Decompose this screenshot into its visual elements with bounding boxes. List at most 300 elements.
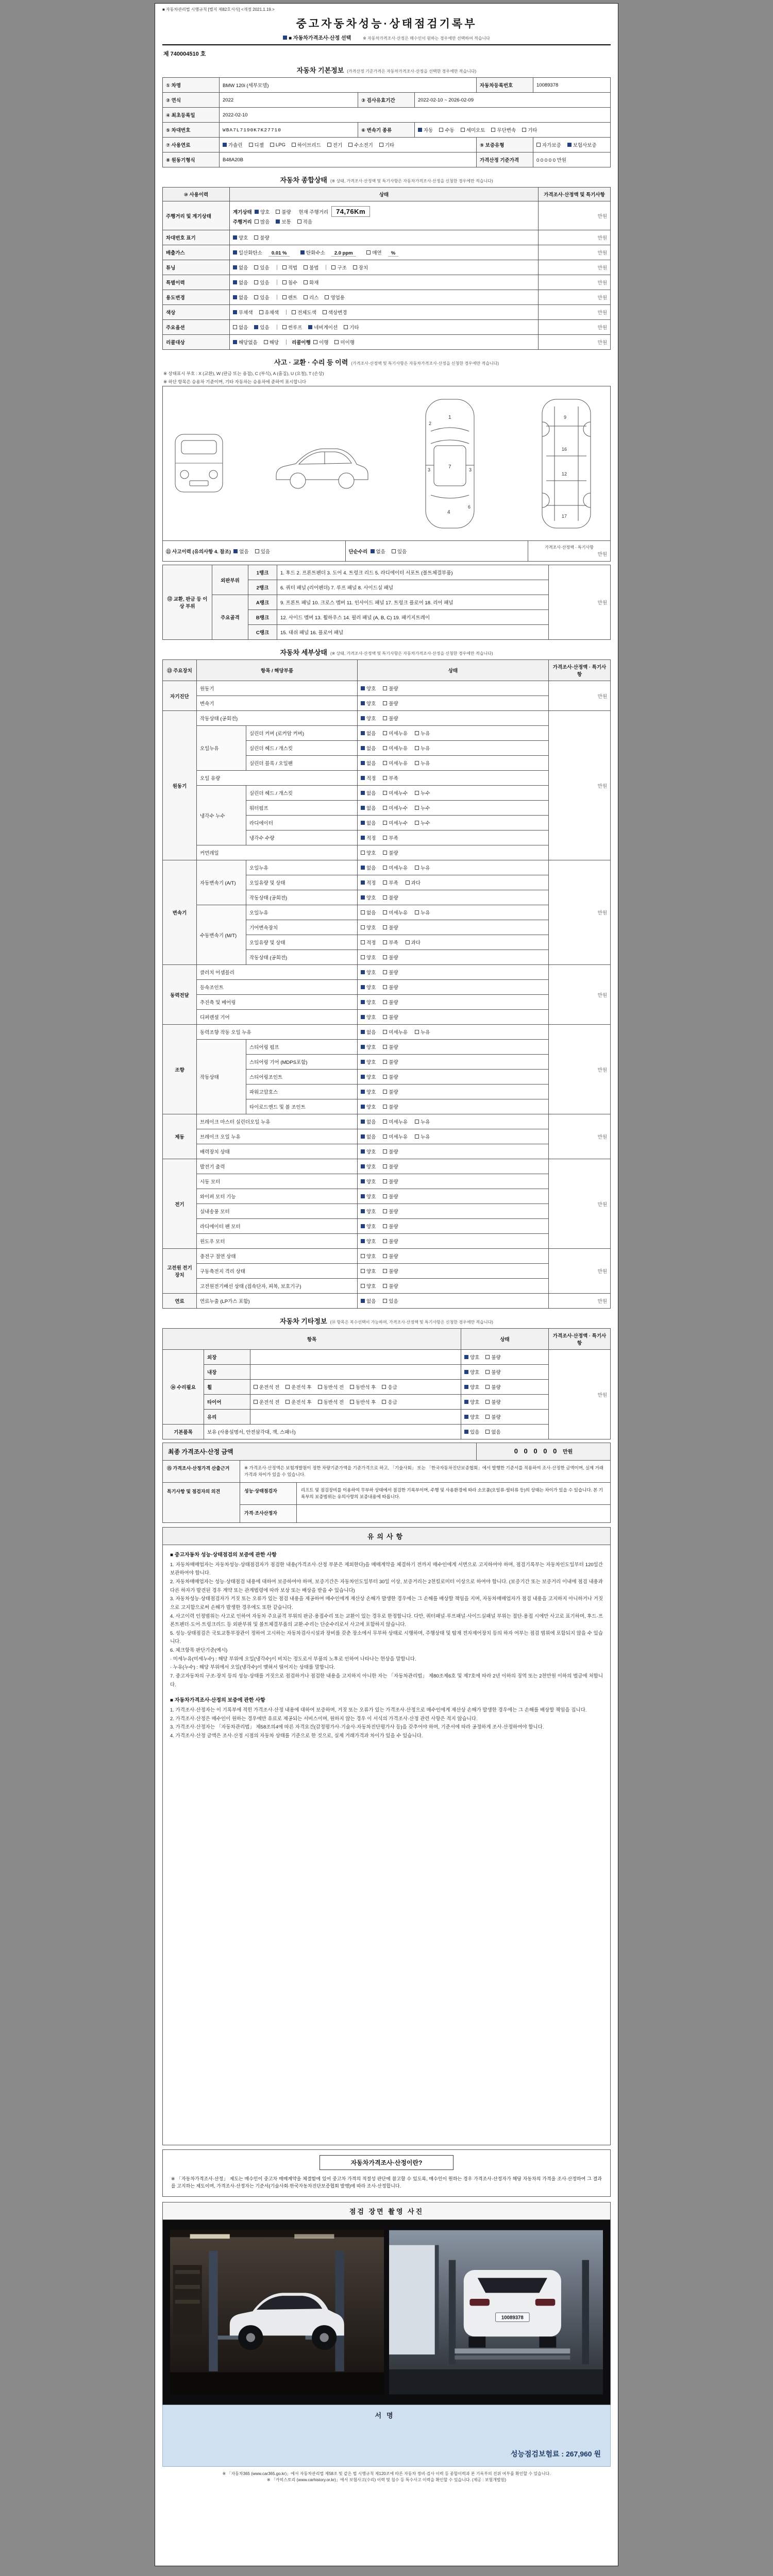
checkbox-option[interactable]: 수동: [439, 126, 454, 133]
checkbox-option[interactable]: 없음: [233, 279, 248, 286]
checkbox-icon: [406, 940, 410, 944]
price-cell: 만원: [549, 1294, 611, 1309]
checkbox-icon: [383, 1105, 387, 1109]
checkbox-option[interactable]: 누유: [415, 864, 430, 871]
checkbox-icon: [292, 310, 296, 314]
checkbox-option[interactable]: 해당: [264, 338, 279, 346]
checkbox-option[interactable]: 이행: [313, 338, 328, 346]
notice-line: 2. 자동차매매업자는 성능·상태점검 내용에 대하여 보증하여야 하며, 보증기간은 자동차인도일부터 30일 이상, 보증거리는 2천킬로미터 이상으로 하여야 합니다. (보증기간 또는 보증거리 이내에 점검 내용과 다른 하자가 발견된 경우 계약 또는 관계법령에 따라 보상 또는 배상을 받을 수 있습니다): [170, 1579, 603, 1594]
checkbox-option[interactable]: 양호: [464, 1368, 479, 1376]
checkbox-icon: [383, 1090, 387, 1094]
checkbox-option[interactable]: 미세누유: [383, 759, 408, 767]
checkbox-option[interactable]: 전체도색: [292, 309, 316, 316]
checkbox-icon: [344, 325, 348, 329]
checkbox-option[interactable]: 없음: [361, 730, 376, 737]
item-label: 등속조인트: [197, 980, 358, 995]
checkbox-option[interactable]: 불량: [485, 1353, 500, 1361]
checkbox-option[interactable]: 불량: [383, 1163, 398, 1170]
detail-row: [163, 905, 611, 920]
checkbox-option[interactable]: 매연: [366, 249, 381, 256]
checkbox-option[interactable]: 동반석 전: [318, 1398, 344, 1405]
checkbox-option[interactable]: 불량: [254, 234, 269, 241]
checkbox-option[interactable]: 미세누유: [383, 1118, 408, 1125]
checkbox-icon: [439, 128, 443, 132]
checkbox-icon: [361, 1015, 365, 1019]
checkbox-icon: [383, 686, 387, 690]
status-options: [358, 681, 549, 696]
checkbox-option[interactable]: 많음: [255, 218, 270, 225]
checkbox-option[interactable]: 부족: [383, 939, 398, 946]
checkbox-icon: [383, 1284, 387, 1288]
checkbox-icon: [361, 1134, 365, 1139]
svg-text:12: 12: [562, 471, 567, 477]
checkbox-option[interactable]: 화재: [304, 279, 318, 286]
item-label: 와이퍼 모터 기능: [197, 1189, 358, 1204]
table-header-row: 항목 상태 가격조사·산정액 · 특기사항: [163, 1329, 611, 1350]
photo-license-plate: 10089378: [501, 2315, 524, 2321]
form-reference: ■ 자동차관리법 시행규칙 [별지 제82호서식] <개정 2021.1.19.>: [162, 7, 275, 12]
price-survey-checkbox[interactable]: ■ 자동차가격조사·산정 선택: [283, 33, 351, 41]
checkbox-option[interactable]: 있음: [254, 279, 269, 286]
checkbox-option[interactable]: 미세누유: [383, 1133, 408, 1140]
checkbox-option[interactable]: 부족: [383, 834, 398, 841]
checkbox-option[interactable]: 양호: [255, 208, 270, 215]
checkbox-icon: [283, 36, 287, 40]
checkbox-option[interactable]: 양호: [361, 1178, 376, 1185]
checkbox-option[interactable]: 미세누유: [383, 1028, 408, 1036]
checkbox-option[interactable]: 누유: [415, 759, 430, 767]
price-survey-info-body: ※ 「자동차가격조사·산정」 제도는 매수인이 중고차 매매계약을 체결함에 있어 중고차 가격의 적절성 판단에 참고할 수 있도록, 매수인이 원하는 경우 가격조사·산정자가 해당 자동차의 가격을 조사·산정하여 그 결과를 고지하는 제도이며, 가격조사·산정자는 기준서(기술사회·한국자동차진단보증협회 발행)에 따라 조사·산정합니다.: [171, 2176, 602, 2189]
checkbox-option[interactable]: 양호: [361, 1148, 376, 1155]
checkbox-option[interactable]: 동반석 후: [350, 1398, 376, 1405]
checkbox-icon: [361, 1224, 365, 1228]
checkbox-option[interactable]: 양호: [361, 1282, 376, 1290]
checkbox-icon: [383, 925, 387, 929]
subgroup-label: 작동상태: [197, 1040, 246, 1114]
checkbox-option[interactable]: 양호: [464, 1353, 479, 1361]
checkbox-option[interactable]: 양호: [361, 894, 376, 901]
status-options: [358, 1084, 549, 1099]
checkbox-option[interactable]: 불법: [304, 264, 318, 271]
checkbox-option[interactable]: 없음: [361, 1297, 376, 1304]
checkbox-option[interactable]: 없음: [361, 1028, 376, 1036]
checkbox-option[interactable]: 불량: [383, 998, 398, 1006]
checkbox-option[interactable]: 침수: [282, 279, 297, 286]
checkbox-option[interactable]: 미이행: [334, 338, 355, 346]
checkbox-option[interactable]: 미세누수: [383, 804, 408, 811]
price-basis-text: ※ 가격조사·산정액은 보험개발원이 정한 차량기준가액을 기준가격으로 하고, 「기술사회」 또는 「한국자동차진단보증협회」에서 발행한 기준서를 적용하여 조사·산정한 금액이며, 실제 거래가격과 차이가 있을 수 있습니다.: [244, 1465, 603, 1477]
checkbox-option[interactable]: 구조: [331, 264, 346, 271]
checkbox-option[interactable]: 없음: [371, 548, 385, 555]
detail-row: [163, 1144, 611, 1159]
checkbox-option[interactable]: 없음: [361, 819, 376, 826]
checkbox-option[interactable]: 없음: [361, 864, 376, 871]
item-label: 클러치 어셈블리: [197, 965, 358, 980]
checkbox-icon: [300, 250, 305, 255]
status-options: [358, 950, 549, 965]
checkbox-option[interactable]: 불량: [383, 1103, 398, 1110]
checkbox-option[interactable]: 양호: [361, 1073, 376, 1080]
checkbox-option[interactable]: 불량: [383, 924, 398, 931]
checkbox-option[interactable]: 누유: [415, 1028, 430, 1036]
checkbox-option[interactable]: 무단변속: [491, 126, 516, 133]
checkbox-option[interactable]: 네비게이션: [308, 324, 338, 331]
checkbox-icon: [366, 250, 371, 255]
checkbox-option[interactable]: 응급: [382, 1398, 397, 1405]
vin-mark-row: 차대번호 표기 양호 불량 만원: [163, 230, 611, 245]
checkbox-option[interactable]: 유채색: [259, 309, 279, 316]
notice-line: 3. 자동차성능·상태점검자가 거짓 또는 오류가 있는 점검 내용을 제공하여 매수인에게 재산상 손해가 발생한 경우에는 그 손해를 배상할 책임을 지며, 자동차매매업자가 점검 내용을 고지하지 아니하거나 거짓으로 고지함으로써 손해가 발생한 경우에도 또한 같습니다.: [170, 1596, 603, 1611]
notice-line: 1. 가격조사·산정자는 이 기록부에 적힌 가격조사·산정 내용에 대하여 보증하며, 거짓 또는 오류가 있는 가격조사·산정으로 매수인에게 재산상 손해가 발생한 경우에는 그 손해를 배상할 책임을 집니다.: [170, 1707, 587, 1714]
checkbox-option[interactable]: 불량: [383, 700, 398, 707]
checkbox-option[interactable]: 불량: [383, 685, 398, 692]
checkbox-icon: [249, 143, 253, 147]
checkbox-icon: [485, 1400, 490, 1404]
checkbox-option[interactable]: 불량: [383, 1223, 398, 1230]
checkbox-option[interactable]: 없음: [233, 294, 248, 301]
status-options: [358, 816, 549, 831]
checkbox-option[interactable]: 양호: [361, 1058, 376, 1065]
checkbox-option[interactable]: 양호: [361, 1013, 376, 1021]
item-label: 스티어링 펌프: [246, 1040, 358, 1055]
checkbox-option[interactable]: 있음: [392, 548, 407, 555]
checkbox-option[interactable]: 세미오토: [461, 126, 485, 133]
checkbox-option[interactable]: 기타: [522, 126, 537, 133]
status-options: [358, 1234, 549, 1249]
checkbox-icon: [415, 1120, 419, 1124]
checkbox-option[interactable]: 양호: [361, 954, 376, 961]
checkbox-option[interactable]: 있음: [254, 324, 269, 331]
detail-row: [163, 1234, 611, 1249]
status-options: [358, 890, 549, 905]
item-label: 연료누출 (LP가스 포함): [197, 1294, 358, 1309]
checkbox-icon: [233, 549, 238, 553]
checkbox-option[interactable]: 누유: [415, 1118, 430, 1125]
checkbox-option[interactable]: 과다: [406, 939, 421, 946]
checkbox-option[interactable]: 있음: [255, 548, 270, 555]
checkbox-option[interactable]: 양호: [233, 234, 248, 241]
checkbox-option[interactable]: 적법: [282, 264, 297, 271]
checkbox-option[interactable]: 양호: [361, 1043, 376, 1050]
checkbox-icon: [361, 1239, 365, 1243]
checkbox-option[interactable]: 없음: [361, 1133, 376, 1140]
checkbox-option[interactable]: 수소전기: [348, 141, 373, 148]
interior-row: 내장 양호 불량: [163, 1365, 611, 1380]
checkbox-option[interactable]: 응급: [382, 1383, 397, 1391]
checkbox-option[interactable]: 미세누유: [383, 909, 408, 916]
checkbox-option[interactable]: 색상변경: [323, 309, 347, 316]
checkbox-option[interactable]: 불량: [383, 1088, 398, 1095]
checkbox-icon: [223, 143, 227, 147]
item-label: 커먼레일: [197, 845, 358, 860]
svg-text:1: 1: [448, 414, 451, 420]
checkbox-option[interactable]: 누수: [415, 804, 430, 811]
checkbox-icon: [383, 746, 387, 750]
checkbox-option[interactable]: 보험사보증: [567, 141, 597, 148]
checkbox-option[interactable]: 불량: [383, 1013, 398, 1021]
checkbox-option[interactable]: 디젤: [249, 141, 264, 148]
checkbox-option[interactable]: 불량: [383, 715, 398, 722]
checkbox-icon: [348, 143, 352, 147]
checkbox-option[interactable]: 양호: [361, 1238, 376, 1245]
checkbox-option[interactable]: 기타: [344, 324, 359, 331]
checkbox-option[interactable]: 영업용: [325, 294, 345, 301]
price-survey-select: [162, 33, 611, 41]
checkbox-option[interactable]: 누유: [415, 1133, 430, 1140]
checkbox-option[interactable]: 불량: [383, 1252, 398, 1260]
checkbox-option[interactable]: 양호: [361, 1088, 376, 1095]
main-option-row: 주요옵션 없음 있음 썬루프 네비게이션 기타 만원: [163, 320, 611, 335]
checkbox-option[interactable]: 양호: [361, 849, 376, 856]
checkbox-option[interactable]: 양호: [361, 984, 376, 991]
checkbox-option[interactable]: 없음: [361, 759, 376, 767]
checkbox-option[interactable]: 불량: [383, 1043, 398, 1050]
checkbox-option[interactable]: 자동: [418, 126, 433, 133]
rank-row-B: B랭크 12. 사이드 멤버 13. 휠하우스 14. 필러 패널 (A, B, C) 19. 패키지트레이: [163, 610, 611, 625]
checkbox-option[interactable]: 해당없음: [233, 338, 258, 346]
item-label: 스티어링조인트: [246, 1070, 358, 1084]
notice-line: 3. 가격조사·산정자는 「자동차관리법」 제58조의4에 따른 자격요건(감정평가사·기술사·자동차진단평가사 등)을 갖추어야 하며, 기준서에 따라 공정하게 조사·산정하여야 합니다.: [170, 1724, 544, 1731]
price-survey-note: ※ 자동차가격조사·산정은 매수인이 원하는 경우에만 선택하여 적습니다: [363, 36, 490, 41]
checkbox-option[interactable]: 불량: [383, 1208, 398, 1215]
page-title: 중고자동차성능·상태점검기록부: [296, 18, 477, 30]
item-label: 오일 유량: [197, 771, 358, 786]
checkbox-option[interactable]: LPG: [270, 142, 285, 148]
price-cell: 만원: [549, 1159, 611, 1249]
checkbox-option[interactable]: 불량: [485, 1413, 500, 1420]
checkbox-option[interactable]: 적음: [297, 218, 312, 225]
status-options: [358, 756, 549, 771]
outer-panel-label: 외판부위: [212, 565, 248, 595]
checkbox-option[interactable]: 누유: [415, 730, 430, 737]
checkbox-icon: [361, 1090, 365, 1094]
checkbox-option[interactable]: 불량: [383, 1282, 398, 1290]
checkbox-option[interactable]: 적정: [361, 879, 376, 886]
price-cell: 만원: [549, 1249, 611, 1294]
checkbox-option[interactable]: 불량: [383, 984, 398, 991]
checkbox-option[interactable]: 미세누유: [383, 864, 408, 871]
checkbox-option[interactable]: 없음: [233, 264, 248, 271]
checkbox-option[interactable]: 양호: [361, 1223, 376, 1230]
checkbox-option[interactable]: 부족: [383, 879, 398, 886]
checkbox-icon: [383, 1269, 387, 1273]
checkbox-icon: [334, 340, 339, 344]
accident-history-table: [162, 540, 611, 562]
svg-text:3: 3: [428, 467, 431, 472]
checkbox-icon: [383, 1120, 387, 1124]
checkbox-icon: [383, 791, 387, 795]
checkbox-icon: [233, 325, 237, 329]
checkbox-option[interactable]: 적정: [361, 939, 376, 946]
checkbox-option[interactable]: 누유: [415, 744, 430, 752]
checkbox-option[interactable]: 불량: [383, 1193, 398, 1200]
vin-label: ⑤ 차대번호: [163, 123, 220, 138]
checkbox-option[interactable]: 운전석 전: [254, 1398, 279, 1405]
checkbox-option[interactable]: 운전석 후: [285, 1383, 311, 1391]
checkbox-option[interactable]: 있음: [254, 264, 269, 271]
checkbox-option[interactable]: 미세누수: [383, 819, 408, 826]
price-cell: 만원: [549, 860, 611, 965]
status-options: [358, 1144, 549, 1159]
checkbox-icon: [254, 1385, 258, 1389]
checkbox-option[interactable]: 없음: [361, 789, 376, 796]
checkbox-option[interactable]: 불량: [383, 1073, 398, 1080]
checkbox-option[interactable]: 없음: [485, 1428, 500, 1435]
glass-row: 유리 양호 불량: [163, 1410, 611, 1425]
checkbox-option[interactable]: 없음: [233, 548, 248, 555]
checkbox-icon: [361, 1120, 365, 1124]
item-label: 시동 모터: [197, 1174, 358, 1189]
checkbox-option[interactable]: 전기: [327, 141, 342, 148]
checkbox-option[interactable]: 누유: [415, 909, 430, 916]
checkbox-option[interactable]: 기타: [379, 141, 394, 148]
checkbox-option[interactable]: 양호: [361, 1163, 376, 1170]
checkbox-icon: [361, 1284, 365, 1288]
checkbox-option[interactable]: 양호: [361, 924, 376, 931]
svg-text:9: 9: [564, 414, 567, 420]
checkbox-option[interactable]: 하이브리드: [292, 141, 321, 148]
checkbox-option[interactable]: 양호: [361, 1193, 376, 1200]
checkbox-option[interactable]: 양호: [361, 969, 376, 976]
status-options: [358, 831, 549, 845]
section-title-other: 자동차 기타정보 (⑭ 항목은 복수선택이 가능하며, 가격조사·산정액 및 특기사항은 신청한 경우에만 적습니다): [280, 1317, 493, 1325]
checkbox-option[interactable]: 양호: [464, 1413, 479, 1420]
checkbox-option[interactable]: 운전석 후: [285, 1398, 311, 1405]
item-label: 디퍼렌셜 기어: [197, 1010, 358, 1025]
checkbox-option[interactable]: 렌트: [282, 294, 297, 301]
item-label: 고전원전기배선 상태 (접속단자, 피복, 보호기구): [197, 1279, 358, 1294]
checkbox-option[interactable]: 불량: [383, 849, 398, 856]
checkbox-option[interactable]: 장치: [353, 264, 368, 271]
checkbox-icon: [383, 1149, 387, 1154]
checkbox-option[interactable]: 불량: [383, 1178, 398, 1185]
checkbox-option[interactable]: 적정: [361, 774, 376, 782]
checkbox-option[interactable]: 없음: [361, 804, 376, 811]
checkbox-icon: [383, 985, 387, 989]
checkbox-option[interactable]: 양호: [464, 1398, 479, 1405]
checkbox-icon: [464, 1385, 468, 1389]
checkbox-option[interactable]: 무채색: [233, 309, 253, 316]
checkbox-option[interactable]: 불량: [383, 969, 398, 976]
checkbox-icon: [383, 910, 387, 914]
checkbox-option[interactable]: 적정: [361, 834, 376, 841]
device-group-label: 변속기: [163, 860, 197, 965]
checkbox-option[interactable]: 누수: [415, 789, 430, 796]
checkbox-icon: [415, 761, 419, 765]
checkbox-icon: [282, 295, 287, 299]
checkbox-option[interactable]: 누수: [415, 819, 430, 826]
usage-change-row: 용도변경 없음 있음 렌트 리스 영업용 만원: [163, 290, 611, 305]
checkbox-option[interactable]: 있음: [383, 1297, 398, 1304]
checkbox-icon: [254, 1400, 258, 1404]
status-options: [358, 965, 549, 980]
checkbox-option[interactable]: 불량: [383, 894, 398, 901]
car-underbody-diagram: [528, 394, 605, 533]
checkbox-option[interactable]: 일산화탄소: [233, 249, 262, 256]
checkbox-icon: [415, 910, 419, 914]
checkbox-icon: [406, 880, 410, 885]
checkbox-icon: [464, 1370, 468, 1374]
svg-text:4: 4: [447, 509, 450, 515]
device-group-label: 원동기: [163, 711, 197, 860]
checkbox-icon: [292, 143, 296, 147]
notices-box: [162, 1527, 611, 2145]
checkbox-option[interactable]: 양호: [361, 998, 376, 1006]
wheel-row: 휠 운전석 전 운전석 후 동반석 전 동반석 후 응급 양호 불량: [163, 1380, 611, 1395]
emission-row: 배출가스 일산화탄소 0.01 % 탄화수소 2.0 ppm 매연 % 만원: [163, 245, 611, 260]
checkbox-option[interactable]: 양호: [361, 1103, 376, 1110]
checkbox-option[interactable]: 불량: [383, 1058, 398, 1065]
checkbox-option[interactable]: 양호: [464, 1383, 479, 1391]
checkbox-option[interactable]: 양호: [361, 700, 376, 707]
item-label: 브레이크 마스터 실린더오일 누유: [197, 1114, 358, 1129]
checkbox-option[interactable]: 동반석 후: [350, 1383, 376, 1391]
checkbox-option[interactable]: 리스: [304, 294, 318, 301]
checkbox-icon: [318, 1400, 322, 1404]
checkbox-option[interactable]: 없음: [361, 909, 376, 916]
checkbox-icon: [323, 310, 327, 314]
checkbox-option[interactable]: 있음: [464, 1428, 479, 1435]
checkbox-icon: [361, 746, 365, 750]
checkbox-option[interactable]: 미세누유: [383, 744, 408, 752]
checkbox-option[interactable]: 가솔린: [223, 141, 243, 148]
checkbox-icon: [361, 1269, 365, 1273]
checkbox-option[interactable]: 불량: [485, 1398, 500, 1405]
item-label: 오일누유: [246, 905, 358, 920]
checkbox-option[interactable]: 불량: [485, 1368, 500, 1376]
detail-row: [163, 1204, 611, 1219]
status-options: [358, 980, 549, 995]
checkbox-option[interactable]: 양호: [361, 685, 376, 692]
price-cell: 만원: [549, 1114, 611, 1159]
checkbox-icon: [361, 821, 365, 825]
checkbox-option[interactable]: 없음: [361, 744, 376, 752]
subgroup-label: 자동변속기 (A/T): [197, 860, 246, 905]
checkbox-option[interactable]: 불량: [383, 1267, 398, 1275]
repair-needed-label: ⑭ 수리필요: [163, 1350, 204, 1425]
checkbox-option[interactable]: 미세누유: [383, 730, 408, 737]
checkbox-option[interactable]: 양호: [361, 715, 376, 722]
checkbox-option[interactable]: 불량: [485, 1383, 500, 1391]
checkbox-option[interactable]: 있음: [254, 294, 269, 301]
checkbox-option[interactable]: 없음: [233, 324, 248, 331]
checkbox-icon: [270, 143, 274, 147]
final-price-box: [162, 1443, 611, 1523]
checkbox-option[interactable]: 탄화수소: [300, 249, 325, 256]
checkbox-icon: [383, 880, 387, 885]
checkbox-option[interactable]: 동반석 전: [318, 1383, 344, 1391]
checkbox-option[interactable]: 없음: [361, 1118, 376, 1125]
checkbox-option[interactable]: 불량: [383, 1148, 398, 1155]
item-label: 작동상태 (공회전): [246, 890, 358, 905]
checkbox-option[interactable]: 불량: [383, 1238, 398, 1245]
checkbox-option[interactable]: 썬루프: [282, 324, 303, 331]
device-group-label: 고전원 전기장치: [163, 1249, 197, 1294]
checkbox-option[interactable]: 양호: [361, 1252, 376, 1260]
checkbox-icon: [361, 1030, 365, 1034]
checkbox-option[interactable]: 불량: [276, 208, 291, 215]
checkbox-option[interactable]: 불량: [383, 954, 398, 961]
inspection-value: 2022-02-10 ~ 2026-02-09: [414, 93, 610, 108]
checkbox-option[interactable]: 자가보증: [536, 141, 561, 148]
checkbox-option[interactable]: 미세누수: [383, 789, 408, 796]
checkbox-option[interactable]: 양호: [361, 1208, 376, 1215]
checkbox-option[interactable]: 과다: [406, 879, 421, 886]
checkbox-option[interactable]: 부족: [383, 774, 398, 782]
checkbox-option[interactable]: 보통: [276, 218, 291, 225]
checkbox-option[interactable]: 운전석 전: [254, 1383, 279, 1391]
checkbox-option[interactable]: 양호: [361, 1267, 376, 1275]
